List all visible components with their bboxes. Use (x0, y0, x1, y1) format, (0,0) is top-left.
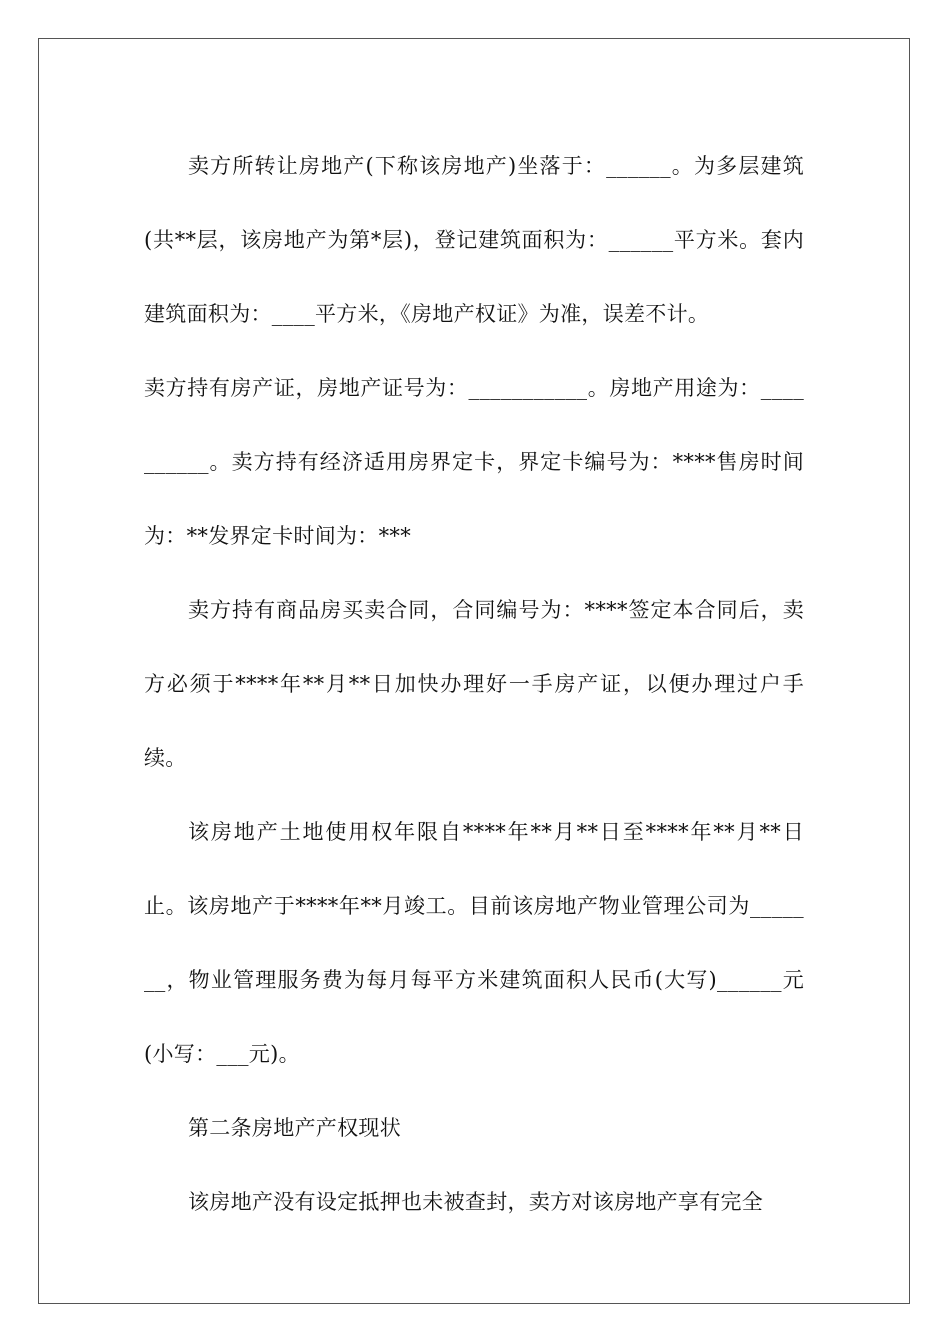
paragraph-sales-contract: 卖方持有商品房买卖合同，合同编号为：****签定本合同后，卖方必须于****年**月**日加快办理好一手房产证，以便办理过户手续。 (144, 598, 804, 770)
paragraph-property-rights-status: 该房地产没有设定抵押也未被查封，卖方对该房地产享有完全 (188, 1190, 764, 1214)
paragraph-land-use-term: 该房地产土地使用权年限自****年**月**日至****年**月**日止。该房地产于****年**月竣工。目前该房地产物业管理公司为_______，物业管理服务费为每月每平方米建筑面积人民币(大写)______元(小写：___元)。 (144, 820, 804, 1066)
document-body (144, 129, 804, 1239)
paragraph-property-certificate: 卖方持有房产证，房地产证号为：___________。房地产用途为：__________。卖方持有经济适用房界定卡，界定卡编号为：****售房时间为：**发界定卡时间为：*** (144, 376, 804, 548)
section-heading-property-rights: 第二条房地产产权现状 (188, 1116, 401, 1140)
paragraph-property-location: 卖方所转让房地产(下称该房地产)坐落于：______。为多层建筑(共**层，该房地产为第*层)，登记建筑面积为：______平方米。套内建筑面积为：____平方米，《房地产权证》为准，误差不计。 (144, 154, 804, 326)
